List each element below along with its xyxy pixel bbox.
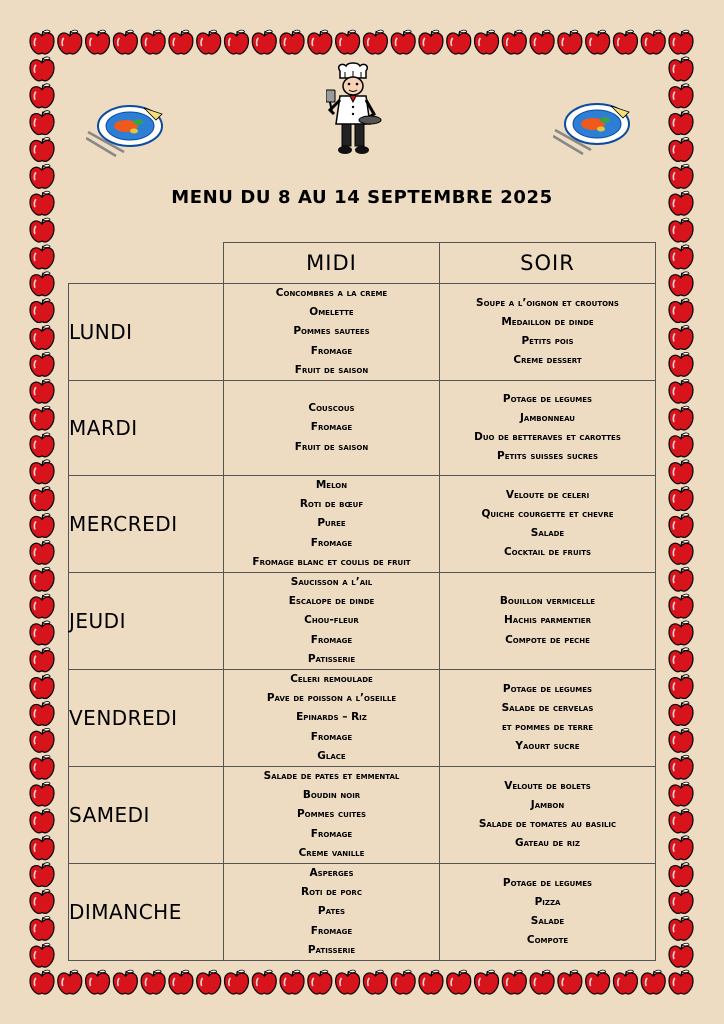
apple-icon xyxy=(30,675,54,699)
apple-icon xyxy=(30,352,54,376)
menu-item: Quiche courgette et chevre xyxy=(481,507,614,520)
apple-icon xyxy=(280,30,304,54)
apple-icon xyxy=(141,970,165,994)
apple-icon xyxy=(30,567,54,591)
day-row xyxy=(69,767,656,864)
day-row xyxy=(69,670,656,767)
midi-cell xyxy=(224,381,440,476)
menu-item: Creme vanille xyxy=(298,846,365,859)
apple-icon xyxy=(669,836,693,860)
apple-icon xyxy=(586,30,610,54)
apple-icon xyxy=(669,863,693,887)
menu-item: Potage de legumes xyxy=(502,876,593,889)
apple-icon xyxy=(613,970,637,994)
apple-icon xyxy=(30,863,54,887)
apple-icon xyxy=(58,30,82,54)
apple-icon xyxy=(197,30,221,54)
menu-item: Omelette xyxy=(309,306,354,319)
apple-icon xyxy=(30,111,54,135)
midi-cell xyxy=(224,284,440,381)
menu-item: Pates xyxy=(317,905,346,918)
menu-item: Saucisson a l’ail xyxy=(290,576,373,589)
day-row xyxy=(69,573,656,670)
apple-icon xyxy=(30,728,54,752)
day-label: LUNDI xyxy=(69,284,224,381)
apple-icon xyxy=(169,30,193,54)
menu-item: Medaillon de dinde xyxy=(501,315,594,328)
menu-item: Potage de legumes xyxy=(502,392,593,405)
soir-cell xyxy=(440,670,656,767)
menu-item: Salade de tomates au basilic xyxy=(478,818,617,831)
menu-item: Salade de cervelas xyxy=(501,701,594,714)
menu-item: Salade xyxy=(530,915,565,928)
apple-icon xyxy=(475,970,499,994)
apple-icon xyxy=(30,702,54,726)
day-label: VENDREDI xyxy=(69,670,224,767)
apple-icon xyxy=(30,890,54,914)
menu-item: Patisserie xyxy=(307,652,356,665)
apple-icon xyxy=(669,138,693,162)
apple-icon xyxy=(586,970,610,994)
apple-icon xyxy=(58,970,82,994)
menu-item: Fromage xyxy=(310,730,353,743)
menu-item: Chou-fleur xyxy=(304,614,359,627)
apple-icon xyxy=(30,594,54,618)
apple-icon xyxy=(669,916,693,940)
apple-icon xyxy=(30,916,54,940)
menu-item: Cocktail de fruits xyxy=(503,546,592,559)
menu-item: Veloute de bolets xyxy=(504,779,591,792)
apple-icon xyxy=(113,30,137,54)
menu-item: Pommes cuites xyxy=(296,808,367,821)
menu-header-row xyxy=(69,243,656,284)
soir-cell xyxy=(440,284,656,381)
menu-item: Petits suisses sucres xyxy=(497,450,598,463)
apple-icon xyxy=(669,272,693,296)
menu-item: Glace xyxy=(317,749,346,762)
menu-item: Patisserie xyxy=(307,943,356,956)
menu-item: Potage de legumes xyxy=(502,682,593,695)
apple-icon xyxy=(669,675,693,699)
menu-item: Hachis parmentier xyxy=(504,614,591,627)
menu-item: Fromage blanc et coulis de fruit xyxy=(252,555,411,568)
menu-item: Veloute de celeri xyxy=(505,488,590,501)
apple-icon xyxy=(447,970,471,994)
menu-item: Couscous xyxy=(308,402,355,415)
apple-icon xyxy=(30,406,54,430)
page-title: MENU DU 8 AU 14 SEPTEMBRE 2025 xyxy=(171,187,553,208)
apple-icon xyxy=(641,970,665,994)
apple-icon xyxy=(113,970,137,994)
apple-icon xyxy=(391,30,415,54)
apple-icon xyxy=(669,970,693,994)
apple-icon xyxy=(30,970,54,994)
apple-icon xyxy=(669,379,693,403)
apple-icon xyxy=(447,30,471,54)
apple-icon xyxy=(669,621,693,645)
apple-icon xyxy=(30,782,54,806)
apple-icon xyxy=(641,30,665,54)
menu-item: Puree xyxy=(317,517,346,530)
apple-icon xyxy=(30,57,54,81)
midi-cell xyxy=(224,670,440,767)
menu-item: Jambon xyxy=(530,798,565,811)
apple-icon xyxy=(419,30,443,54)
apple-icon xyxy=(197,970,221,994)
apple-icon xyxy=(530,30,554,54)
apple-icon xyxy=(30,943,54,967)
midi-cell xyxy=(224,573,440,670)
apple-icon xyxy=(30,326,54,350)
menu-item: Fromage xyxy=(310,536,353,549)
header-blank-cell xyxy=(69,243,224,284)
apple-icon xyxy=(669,702,693,726)
apple-icon xyxy=(530,970,554,994)
apple-icon xyxy=(30,433,54,457)
apple-icon xyxy=(669,245,693,269)
apple-icon xyxy=(30,30,54,54)
apple-icon xyxy=(669,487,693,511)
day-row xyxy=(69,476,656,573)
apple-icon xyxy=(86,970,110,994)
menu-item: Concombres a la creme xyxy=(275,287,388,299)
apple-icon xyxy=(669,594,693,618)
apple-icon xyxy=(336,30,360,54)
apple-icon xyxy=(669,782,693,806)
apple-icon xyxy=(30,460,54,484)
day-label: DIMANCHE xyxy=(69,864,224,961)
apple-icon xyxy=(363,30,387,54)
apple-icon xyxy=(669,728,693,752)
menu-item: Boudin noir xyxy=(302,789,361,802)
menu-item: Escalope de dinde xyxy=(288,595,375,608)
midi-cell xyxy=(224,476,440,573)
apple-icon xyxy=(141,30,165,54)
apple-icon xyxy=(669,755,693,779)
apple-icon xyxy=(669,299,693,323)
apple-icon xyxy=(363,970,387,994)
midi-cell xyxy=(224,767,440,864)
apple-icon xyxy=(669,648,693,672)
menu-item: Creme dessert xyxy=(513,354,582,367)
menu-item: Compote xyxy=(526,934,569,947)
apple-icon xyxy=(169,970,193,994)
menu-item: Petits pois xyxy=(521,335,574,347)
day-label: MERCREDI xyxy=(69,476,224,573)
menu-item: Fromage xyxy=(310,924,353,937)
apple-icon xyxy=(669,84,693,108)
apple-icon xyxy=(391,970,415,994)
day-label: JEUDI xyxy=(69,573,224,670)
menu-item: Pommes sautees xyxy=(293,325,370,338)
soir-cell xyxy=(440,864,656,961)
menu-item: et pommes de terre xyxy=(501,721,594,734)
apple-icon xyxy=(224,30,248,54)
menu-item: Compote de peche xyxy=(505,633,590,646)
menu-item: Gateau de riz xyxy=(515,837,580,850)
menu-item: Fruit de saison xyxy=(294,363,369,376)
apple-icon xyxy=(86,30,110,54)
day-row xyxy=(69,284,656,381)
menu-item: Melon xyxy=(315,479,348,492)
day-row xyxy=(69,381,656,476)
apple-icon xyxy=(613,30,637,54)
apple-icon xyxy=(30,299,54,323)
apple-icon xyxy=(558,30,582,54)
apple-icon xyxy=(669,406,693,430)
apple-icon xyxy=(30,514,54,538)
apple-icon xyxy=(502,30,526,54)
menu-item: Bouillon vermicelle xyxy=(499,595,596,608)
day-label: SAMEDI xyxy=(69,767,224,864)
menu-item: Asperges xyxy=(309,867,354,880)
menu-item: Fromage xyxy=(310,421,353,434)
apple-icon xyxy=(669,164,693,188)
menu-item: Salade xyxy=(530,527,565,540)
soir-cell xyxy=(440,381,656,476)
menu-item: Roti de bœuf xyxy=(299,498,364,511)
menu-item: Soupe a l’oignon et croutons xyxy=(476,296,619,309)
apple-icon xyxy=(30,540,54,564)
column-header-soir: SOIR xyxy=(440,243,656,284)
apple-icon xyxy=(30,836,54,860)
apple-icon xyxy=(30,272,54,296)
apple-icon xyxy=(308,970,332,994)
apple-icon xyxy=(669,433,693,457)
menu-item: Jambonneau xyxy=(520,411,575,424)
apple-icon xyxy=(502,970,526,994)
soir-cell xyxy=(440,476,656,573)
apple-icon xyxy=(669,218,693,242)
menu-item: Fromage xyxy=(310,827,353,840)
apple-icon xyxy=(30,84,54,108)
apple-icon xyxy=(30,755,54,779)
apple-icon xyxy=(669,890,693,914)
menu-item: Salade de pates et emmental xyxy=(263,770,400,783)
apple-icon xyxy=(419,970,443,994)
apple-icon xyxy=(252,30,276,54)
apple-icon xyxy=(558,970,582,994)
apple-icon xyxy=(669,567,693,591)
menu-item: Epinards – Riz xyxy=(296,711,367,724)
apple-icon xyxy=(224,970,248,994)
day-label: MARDI xyxy=(69,381,224,476)
chef-illustration xyxy=(326,62,382,157)
menu-item: Fromage xyxy=(310,344,353,357)
apple-icon xyxy=(669,352,693,376)
apple-icon xyxy=(30,648,54,672)
meal-plate-icon xyxy=(86,102,166,158)
apple-icon xyxy=(336,970,360,994)
apple-icon xyxy=(30,379,54,403)
meal-plate-icon xyxy=(553,100,633,156)
apple-icon xyxy=(308,30,332,54)
apple-icon xyxy=(669,540,693,564)
apple-icon xyxy=(669,809,693,833)
apple-icon xyxy=(669,111,693,135)
menu-table xyxy=(68,242,656,961)
apple-icon xyxy=(669,57,693,81)
apple-icon xyxy=(475,30,499,54)
soir-cell xyxy=(440,767,656,864)
menu-item: Duo de betteraves et carottes xyxy=(474,431,621,444)
day-row xyxy=(69,864,656,961)
midi-cell xyxy=(224,864,440,961)
apple-icon xyxy=(669,460,693,484)
apple-icon xyxy=(30,218,54,242)
apple-icon xyxy=(280,970,304,994)
menu-item: Roti de porc xyxy=(301,886,362,899)
apple-icon xyxy=(30,809,54,833)
apple-icon xyxy=(30,621,54,645)
apple-icon xyxy=(669,514,693,538)
apple-icon xyxy=(252,970,276,994)
apple-icon xyxy=(30,245,54,269)
menu-item: Pave de poisson a l’oseille xyxy=(266,692,397,705)
menu-item: Pizza xyxy=(534,895,561,908)
soir-cell xyxy=(440,573,656,670)
apple-icon xyxy=(669,326,693,350)
apple-icon xyxy=(30,487,54,511)
apple-icon xyxy=(30,138,54,162)
apple-icon xyxy=(669,30,693,54)
apple-icon xyxy=(30,164,54,188)
menu-item: Yaourt sucre xyxy=(515,740,580,753)
menu-item: Fromage xyxy=(310,633,353,646)
apple-icon xyxy=(669,943,693,967)
column-header-midi: MIDI xyxy=(224,243,440,284)
menu-item: Fruit de saison xyxy=(294,440,369,453)
menu-item: Celeri remoulade xyxy=(290,673,373,686)
